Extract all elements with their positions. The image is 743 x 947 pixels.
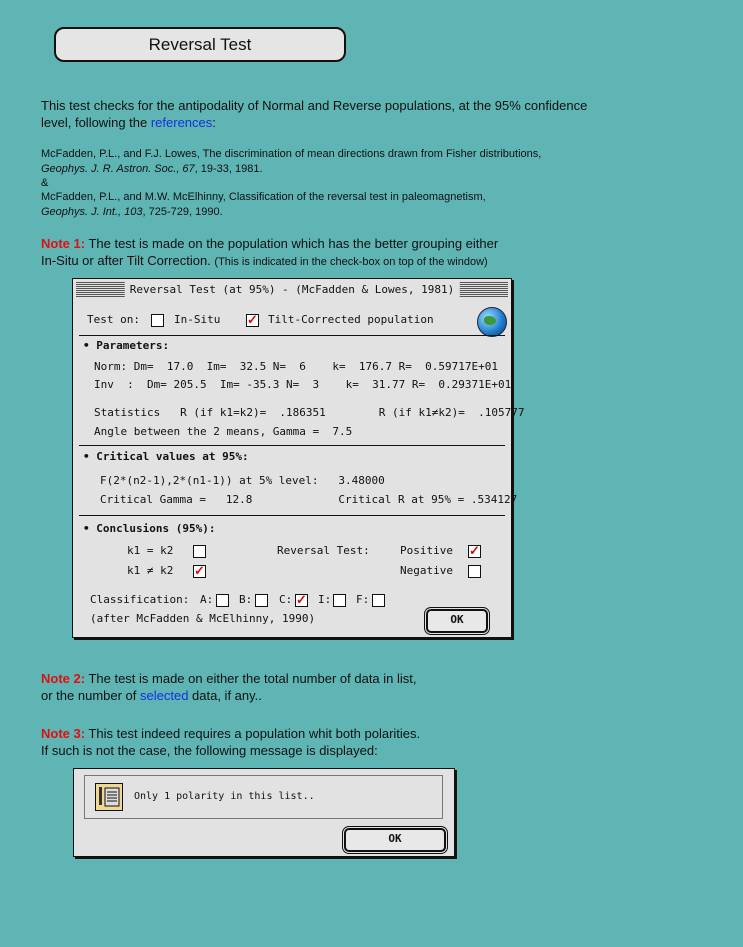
alert-message: Only 1 polarity in this list.. xyxy=(134,791,315,802)
references-link[interactable]: references xyxy=(150,115,213,130)
critical-gamma-row: Critical Gamma = 12.8 Critical R at 95% = .534127 xyxy=(100,493,518,506)
ref-2-pages: , 725-729, 1990. xyxy=(142,206,223,218)
class-f-checkbox[interactable] xyxy=(372,594,385,607)
note-1-label: Note 1: xyxy=(41,236,86,251)
class-i-checkbox[interactable] xyxy=(333,594,346,607)
ref-ampersand: & xyxy=(41,177,49,189)
separator xyxy=(79,515,505,516)
ok-button[interactable]: OK xyxy=(426,609,488,633)
reversal-test-dialog xyxy=(72,278,525,638)
note-2-text: The test is made on either the total number of data in list, xyxy=(85,671,417,686)
class-b-label: B: xyxy=(239,593,253,606)
ref-1-pages: , 19-33, 1981. xyxy=(194,163,263,175)
class-c-checkbox[interactable] xyxy=(295,594,308,607)
positive-label: Positive xyxy=(400,544,453,557)
norm-row: Norm: Dm= 17.0 Im= 32.5 N= 6 k= 176.7 R= 0.59717E+01 xyxy=(94,360,498,373)
class-c-label: C: xyxy=(279,593,293,606)
class-f-label: F: xyxy=(356,593,370,606)
f-row: F(2*(n2-1),2*(n1-1)) at 5% level: 3.48000 xyxy=(100,474,385,487)
ref-2-line-1: McFadden, P.L., and M.W. McElhinny, Classification of the reversal test in paleomagnetism, xyxy=(41,191,486,203)
k-notequal-label: k1 ≠ k2 xyxy=(127,564,174,577)
class-i-label: I: xyxy=(318,593,332,606)
note-2-text-3: data, if any.. xyxy=(188,688,262,703)
insitu-checkbox[interactable] xyxy=(151,314,164,327)
note-1-line-2 xyxy=(41,252,488,271)
note-1-line-1 xyxy=(41,235,498,252)
selected-link[interactable]: selected xyxy=(140,688,189,703)
angle-row: Angle between the 2 means, Gamma = 7.5 xyxy=(94,425,353,438)
alert-message-box xyxy=(84,775,443,819)
classification-label: Classification: xyxy=(90,593,190,606)
k-notequal-checkbox[interactable] xyxy=(193,565,206,578)
k-equal-label: k1 = k2 xyxy=(127,544,174,557)
class-a-checkbox[interactable] xyxy=(216,594,229,607)
page-title: Reversal Test xyxy=(54,27,346,62)
conclusions-header: • Conclusions (95%): xyxy=(83,522,216,535)
ref-2-journal: Geophys. J. Int., 103 xyxy=(41,206,143,218)
parameters-header: • Parameters: xyxy=(83,339,170,352)
dialog-title: Reversal Test (at 95%) - (McFadden & Lowes, 1981) xyxy=(125,282,460,298)
globe-icon xyxy=(477,307,507,337)
negative-checkbox[interactable] xyxy=(468,565,481,578)
note-2-text-2: or the number of xyxy=(41,688,140,703)
ref-1-line-1: McFadden, P.L., and F.J. Lowes, The discrimination of mean directions drawn from Fisher distributions, xyxy=(41,148,542,160)
note-3-line-1 xyxy=(41,725,420,742)
note-icon-glyph xyxy=(96,784,122,810)
note-icon xyxy=(95,783,123,811)
note-1-text-2: In-Situ or after Tilt Correction. xyxy=(41,253,215,268)
ref-2-line-2 xyxy=(41,205,223,220)
negative-label: Negative xyxy=(400,564,453,577)
class-a-label: A: xyxy=(200,593,214,606)
test-on-label: Test on: xyxy=(87,313,140,326)
inv-row: Inv : Dm= 205.5 Im= -35.3 N= 3 k= 31.77 R= 0.29371E+01 xyxy=(94,378,512,391)
ref-1-journal: Geophys. J. R. Astron. Soc., 67 xyxy=(41,163,195,175)
tilt-corrected-label: Tilt-Corrected population xyxy=(268,313,434,326)
critical-values-header: • Critical values at 95%: xyxy=(83,450,249,463)
note-3-text: This test indeed requires a population whit both polarities. xyxy=(85,726,421,741)
note-3-line-2: If such is not the case, the following message is displayed: xyxy=(41,743,378,758)
statistics-row: Statistics R (if k1=k2)= .186351 R (if k1≠k2)= .105777 xyxy=(94,406,525,419)
dialog-titlebar[interactable] xyxy=(76,282,508,298)
alert-dialog xyxy=(73,768,455,857)
note-3-label: Note 3: xyxy=(41,726,86,741)
separator xyxy=(79,445,505,446)
note-1-text: The test is made on the population which has the better grouping either xyxy=(85,236,499,251)
alert-ok-button[interactable]: OK xyxy=(344,828,446,852)
intro-line-1: This test checks for the antipodality of Normal and Reverse populations, at the 95% confidence xyxy=(41,98,588,113)
reversal-test-label: Reversal Test: xyxy=(277,544,370,557)
intro-text: level, following the xyxy=(41,115,151,130)
intro-line-2 xyxy=(41,114,216,131)
insitu-label: In-Situ xyxy=(174,313,221,326)
class-b-checkbox[interactable] xyxy=(255,594,268,607)
after-text: (after McFadden & McElhinny, 1990) xyxy=(90,612,316,625)
note-1-small: (This is indicated in the check-box on top of the window) xyxy=(214,256,488,268)
ref-1-line-2 xyxy=(41,162,263,177)
separator xyxy=(79,335,505,336)
k-equal-checkbox[interactable] xyxy=(193,545,206,558)
tilt-corrected-checkbox[interactable] xyxy=(246,314,259,327)
note-2-line-2 xyxy=(41,687,262,704)
note-2-label: Note 2: xyxy=(41,671,86,686)
positive-checkbox[interactable] xyxy=(468,545,481,558)
note-2-line-1 xyxy=(41,670,417,687)
intro-colon: : xyxy=(212,115,216,130)
